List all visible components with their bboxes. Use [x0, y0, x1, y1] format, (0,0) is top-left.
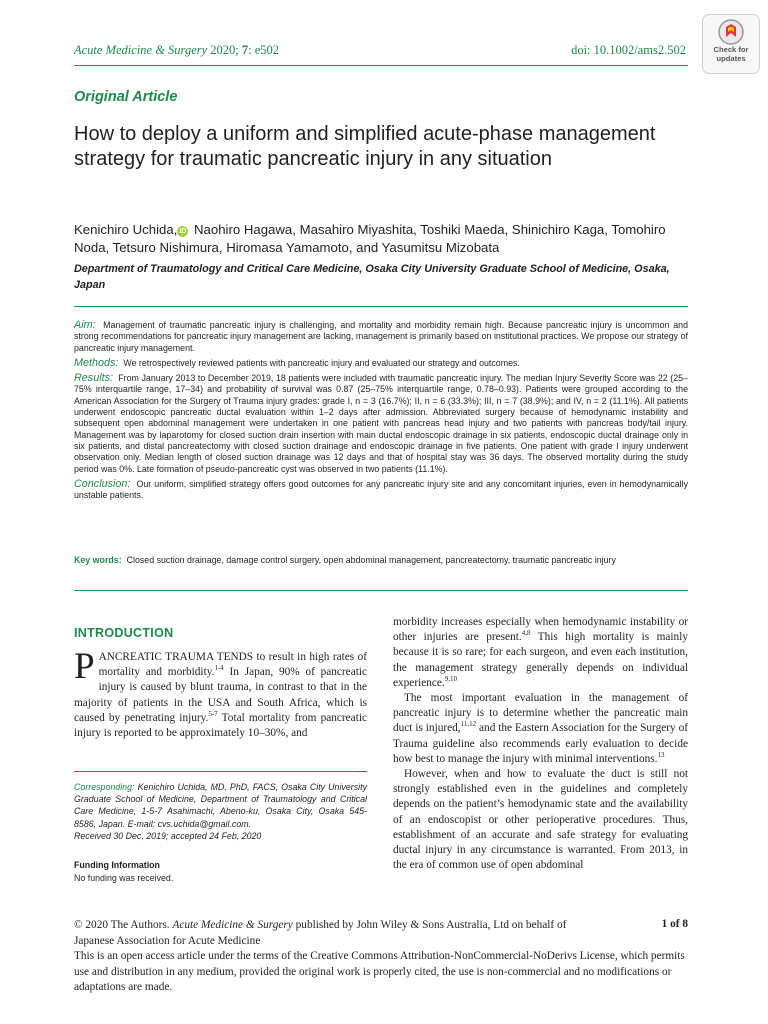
first-author: Kenichiro Uchida, [74, 222, 178, 237]
keywords-text: Closed suction drainage, damage control surgery, open abdominal management, pancreatectomy, traumatic pancreatic injury [126, 555, 616, 565]
methods-label: Methods: [74, 356, 119, 369]
funding-label: Funding Information [74, 860, 160, 870]
conclusion-label: Conclusion: [74, 477, 131, 490]
author-list [74, 221, 694, 256]
aim-label: Aim: [74, 319, 96, 331]
article-type-label: Original Article [74, 89, 178, 105]
aim-text: Management of traumatic pancreatic injury is challenging, and mortality and morbidity remain high. Because pancreatic injury is uncommon and strong recommendations for pancreatic injury management are lacking, management is primarily based on institutional practices. We propose our strategy of pancreatic injury management. [74, 320, 688, 353]
citation-ref[interactable]: 9,10 [444, 675, 457, 684]
methods-text: We retrospectively reviewed patients with pancreatic injury and evaluated our strategy and outcomes. [123, 357, 520, 368]
received-dates: Received 30 Dec, 2019; accepted 24 Feb, 2020 [74, 830, 262, 841]
intro-r1-text-b: This high mortality is mainly because it is so rare; for each surgeon, and even each institution, the management strategy generally depends on individual experience. [393, 631, 688, 689]
intro-r2-text-a: The most important evaluation in the management of pancreatic injury is to determine whether the pancreatic main duct is injured, [393, 692, 688, 735]
affiliation: Department of Traumatology and Critical Care Medicine, Osaka City University Graduate School of Medicine, Osaka, Japan [74, 263, 670, 291]
results-text: From January 2013 to December 2019, 18 patients were included with traumatic pancreatic injury. The median Injury Severity Score was 22 (25–75% interquartile range, 17–34) and probability of survival was 0.87 (25–75% interquartile range, 0.78–0.93). Patients were grouped according to the American Association for the Surgery of Trauma injury grades: grade I, n = 3 (16.7%); II, n = 6 (33.3%); III, n = 7 (38.9%); and IV, n = 2 (11.1%). All patients underwent endoscopic pancreatic ductal evaluation within 1–2 days after admission. Abbreviated surgery because of hemodynamic instability and subsequent open abdominal management were undertaken in one patient with pancreas head injury and two patients with pancreas body/tail injury. Management was by laparotomy for closed suction drain insertion with main ductal endoscopic drainage in six patients, endoscopic ductal drainage only in six patients, and distal pancreatectomy with closed suction drainage and endoscopic drainage in five patients. One patient with grade I injury underwent observation only. Median length of closed suction drainage was 12 days and that of hospital stay was 36 days. The observed mortality during the study period was 0%. Late formation of pseudo-pancreatic cyst was observed in two patients (11.1%). [74, 373, 688, 474]
citation-ref[interactable]: 5-7 [208, 710, 218, 719]
correspondence-label: Corresponding: [74, 782, 135, 792]
copyright-line [74, 918, 688, 949]
citation-ref[interactable]: 4,8 [521, 629, 531, 638]
abstract [74, 320, 688, 505]
intro-paragraph-4: However, when and how to evaluate the duct is still not strongly established even in the guidelines and completely depends on the patient’s hemodynamic state and the availability of an endoscopist or other perioperative procedures. Thus, establishment of an accurate and safe strategy for evaluating ductal injury in any circumstance is warranted. From 2013, in the era of common use of open abdominal [393, 768, 688, 872]
copyright-text-b: published by John Wiley & Sons Australia, Ltd on behalf of Japanese Association for Acute Medicine [74, 919, 567, 947]
intro-paragraph-2 [393, 615, 688, 691]
abstract-conclusion [74, 479, 688, 502]
check-updates-icon [718, 19, 744, 45]
correspondence-text: Kenichiro Uchida, MD, PhD, FACS, Osaka City University Graduate School of Medicine, Department of Traumatology and Critical Care Medicine, 1-5-7 Asahimachi, Abeno-ku, Osaka City, Osaka 545-8586, Japan. E-mail: cvs.uchida@gmail.com. [74, 782, 367, 829]
keywords-label: Key words: [74, 555, 122, 565]
abstract-aim [74, 320, 688, 354]
copyright-journal: Acute Medicine & Surgery [172, 919, 293, 931]
correspondence-divider [74, 771, 367, 772]
intro-p1-text-a: ANCREATIC TRAUMA TENDS to result in high rates of mortality and morbidity. [98, 651, 367, 679]
page-number: 1 of 8 [661, 918, 688, 930]
journal-volume: 7 [241, 43, 249, 57]
section-heading: INTRODUCTION [74, 626, 174, 640]
article-id: : e502 [248, 43, 280, 57]
funding-info [74, 859, 367, 884]
journal-year: 2020; [210, 43, 239, 57]
drop-cap: P [74, 646, 95, 687]
article-title: How to deploy a uniform and simplified acute-phase management strategy for traumatic pancreatic injury in any situation [74, 123, 656, 170]
abstract-results [74, 373, 688, 475]
abstract-methods [74, 358, 688, 369]
intro-p1-text-c: Total mortality from pancreatic injury is reported to be approximately 10–30%, and [74, 711, 367, 740]
copyright-footer [74, 918, 688, 996]
citation-ref[interactable]: 11,12 [460, 720, 477, 729]
header-divider [74, 65, 688, 66]
check-updates-line1: Check for [713, 45, 749, 54]
check-updates-line2: updates [716, 53, 746, 63]
keywords [74, 555, 688, 566]
results-label: Results: [74, 372, 114, 385]
intro-left-column [74, 646, 367, 741]
doi-link[interactable]: doi: 10.1002/ams2.502 [571, 43, 686, 57]
intro-p1-text-b: In Japan, 90% of pancreatic injury is caused by blunt trauma, in contrast to that in the majority of patients in the USA and South Africa, which is caused by penetrating injury. [74, 666, 367, 724]
intro-r2-text-b: and the Eastern Association for the Surgery of Trauma guideline also recommends early evaluation to decide how best to manage the injury with minimal interventions. [393, 722, 688, 765]
abstract-top-divider [74, 306, 688, 307]
intro-paragraph-1 [74, 646, 367, 741]
journal-name: Acute Medicine & Surgery [74, 43, 208, 57]
abstract-bottom-divider [74, 590, 688, 591]
check-for-updates-badge[interactable] [702, 14, 760, 74]
citation-ref[interactable]: 1-4 [214, 664, 224, 673]
license-text: This is an open access article under the terms of the Creative Commons Attribution-NonCommercial-NoDerivs License, which permits use and distribution in any medium, provided the original work is properly cited, the use is non-commercial and no modifications or adaptations are made. [74, 950, 685, 994]
other-authors: Naohiro Hagawa, Masahiro Miyashita, Toshiki Maeda, Shinichiro Kaga, Tomohiro Noda, Tetsuro Nishimura, Hiromasa Yamamoto, and Yasumitsu Mizobata [74, 222, 666, 255]
citation-ref[interactable]: 13 [657, 751, 665, 760]
conclusion-text: Our uniform, simplified strategy offers good outcomes for any pancreatic injury site and any concomitant injuries, even in hemodynamically unstable patients. [74, 478, 688, 501]
intro-r1-text-a: morbidity increases especially when hemodynamic instability or other injuries are present. [393, 616, 688, 644]
copyright-text-a: © 2020 The Authors. [74, 919, 170, 931]
intro-right-column [393, 615, 688, 873]
intro-paragraph-3 [393, 691, 688, 767]
funding-text: No funding was received. [74, 872, 174, 883]
correspondence [74, 781, 367, 842]
journal-citation [74, 43, 279, 58]
orcid-icon[interactable]: iD [179, 228, 187, 235]
